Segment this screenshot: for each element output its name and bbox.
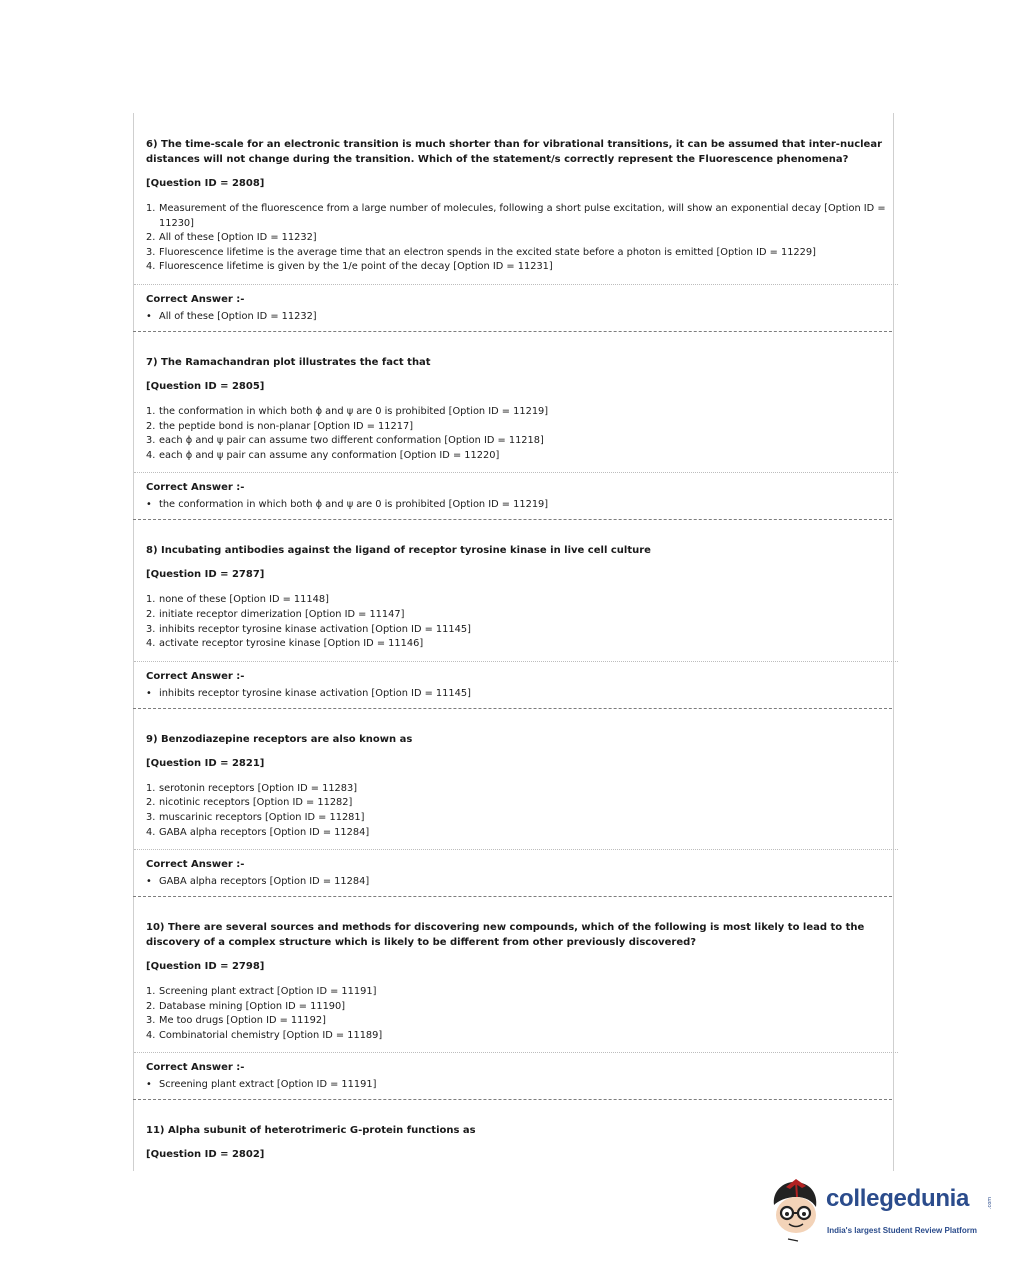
option-item xyxy=(146,260,886,275)
option-item xyxy=(146,420,886,435)
bullet-icon: • xyxy=(146,499,152,511)
question-block xyxy=(146,920,886,1123)
question-block xyxy=(146,137,886,355)
question-id: [Question ID = 2808] xyxy=(146,178,265,189)
option-text: Me too drugs [Option ID = 11192] xyxy=(159,1015,326,1027)
option-text: GABA alpha receptors [Option ID = 11284] xyxy=(159,826,370,838)
question-block xyxy=(146,732,886,920)
option-item xyxy=(146,826,886,841)
option-number: 4. xyxy=(146,826,156,838)
divider xyxy=(134,472,898,473)
option-text: serotonin receptors [Option ID = 11283] xyxy=(159,782,358,794)
correct-answer xyxy=(146,1078,886,1092)
brand-tagline: India's largest Student Review Platform xyxy=(827,1226,977,1235)
option-text: none of these [Option ID = 11148] xyxy=(159,594,329,606)
question-title: 8) Incubating antibodies against the ligand of receptor tyrosine kinase in live cell culture xyxy=(146,545,651,557)
option-number: 1. xyxy=(146,594,156,606)
option-item xyxy=(146,796,886,811)
question-title: 9) Benzodiazepine receptors are also known as xyxy=(146,733,413,745)
bullet-icon: • xyxy=(146,687,152,699)
question-id: [Question ID = 2802] xyxy=(146,1149,265,1161)
brand-domain: .com xyxy=(987,1196,994,1210)
correct-answer-label: Correct Answer :- xyxy=(146,670,245,682)
option-number: 1. xyxy=(146,203,156,214)
correct-answer-label: Correct Answer :- xyxy=(146,859,245,871)
divider xyxy=(134,284,898,285)
correct-answer-text: inhibits receptor tyrosine kinase activation [Option ID = 11145] xyxy=(159,687,471,699)
option-text: Measurement of the fluorescence from a large number of molecules, following a short pulse excitation, will show an exponential decay [Option ID = 11230] xyxy=(159,203,886,229)
bullet-icon: • xyxy=(146,876,152,888)
correct-answer-text: the conformation in which both ϕ and ψ are 0 is prohibited [Option ID = 11219] xyxy=(159,499,549,511)
option-number: 1. xyxy=(146,405,156,417)
option-text: Fluorescence lifetime is given by the 1/e point of the decay [Option ID = 11231] xyxy=(159,261,553,273)
option-list xyxy=(146,202,886,275)
correct-answer-text: All of these [Option ID = 11232] xyxy=(159,310,317,322)
option-number: 3. xyxy=(146,435,156,447)
option-text: nicotinic receptors [Option ID = 11282] xyxy=(159,797,353,809)
option-number: 3. xyxy=(146,1015,156,1027)
option-item xyxy=(146,202,886,231)
option-item xyxy=(146,1029,886,1044)
correct-answer xyxy=(146,310,886,324)
question-title: 11) Alpha subunit of heterotrimeric G-protein functions as xyxy=(146,1125,476,1137)
question-id: [Question ID = 2787] xyxy=(146,569,265,581)
option-number: 2. xyxy=(146,797,156,809)
option-number: 4. xyxy=(146,449,156,461)
option-list xyxy=(146,405,886,463)
option-number: 2. xyxy=(146,420,156,432)
option-number: 1. xyxy=(146,986,156,998)
option-text: Screening plant extract [Option ID = 11191] xyxy=(159,986,377,998)
option-list xyxy=(146,985,886,1043)
correct-answer-text: GABA alpha receptors [Option ID = 11284] xyxy=(159,876,370,888)
option-text: All of these [Option ID = 11232] xyxy=(159,232,317,244)
option-item xyxy=(146,782,886,797)
question-list xyxy=(146,137,886,1173)
divider xyxy=(134,1052,898,1053)
option-item xyxy=(146,449,886,464)
question-title: 6) The time-scale for an electronic transition is much shorter than for vibrational transitions, it can be assumed that inter-nuclear distances will not change during the transition. Which of the statement/s correctly represent the Fluorescence phenomena? xyxy=(146,139,883,165)
option-text: Database mining [Option ID = 11190] xyxy=(159,1000,346,1012)
option-item xyxy=(146,985,886,1000)
correct-answer xyxy=(146,498,886,512)
option-text: each ϕ and ψ pair can assume two different conformation [Option ID = 11218] xyxy=(159,435,544,447)
option-text: Combinatorial chemistry [Option ID = 11189] xyxy=(159,1029,383,1041)
question-id: [Question ID = 2798] xyxy=(146,961,265,973)
correct-answer xyxy=(146,875,886,889)
option-item xyxy=(146,231,886,246)
option-number: 3. xyxy=(146,623,156,635)
option-text: the peptide bond is non-planar [Option ID = 11217] xyxy=(159,420,414,432)
option-number: 2. xyxy=(146,1000,156,1012)
correct-answer-label: Correct Answer :- xyxy=(146,482,245,494)
question-block xyxy=(146,1123,886,1162)
question-title: 7) The Ramachandran plot illustrates the fact that xyxy=(146,356,431,368)
option-number: 4. xyxy=(146,1029,156,1041)
option-number: 4. xyxy=(146,261,156,273)
option-number: 2. xyxy=(146,232,156,244)
option-text: initiate receptor dimerization [Option ID = 11147] xyxy=(159,608,405,620)
option-list xyxy=(146,782,886,840)
option-text: activate receptor tyrosine kinase [Option ID = 11146] xyxy=(159,638,424,650)
option-number: 3. xyxy=(146,811,156,823)
correct-answer xyxy=(146,687,886,701)
option-item xyxy=(146,608,886,623)
option-item xyxy=(146,1014,886,1029)
question-id: [Question ID = 2805] xyxy=(146,380,265,392)
option-item xyxy=(146,1000,886,1015)
option-item xyxy=(146,623,886,638)
bullet-icon: • xyxy=(146,1079,152,1091)
correct-answer-label: Correct Answer :- xyxy=(146,1062,245,1074)
option-number: 3. xyxy=(146,246,156,258)
option-text: inhibits receptor tyrosine kinase activation [Option ID = 11145] xyxy=(159,623,471,635)
correct-answer-label: Correct Answer :- xyxy=(146,293,245,305)
mascot-icon xyxy=(766,1177,826,1247)
question-block xyxy=(146,355,886,543)
option-number: 1. xyxy=(146,782,156,794)
option-text: Fluorescence lifetime is the average time that an electron spends in the excited state before a photon is emitted [Option ID = 11229] xyxy=(159,246,816,258)
bullet-icon: • xyxy=(146,310,152,322)
question-id: [Question ID = 2821] xyxy=(146,757,265,769)
divider xyxy=(134,849,898,850)
option-text: each ϕ and ψ pair can assume any conformation [Option ID = 11220] xyxy=(159,449,500,461)
option-item xyxy=(146,637,886,652)
option-number: 4. xyxy=(146,638,156,650)
option-item xyxy=(146,434,886,449)
option-number: 2. xyxy=(146,608,156,620)
correct-answer-text: Screening plant extract [Option ID = 11191] xyxy=(159,1079,377,1091)
option-item xyxy=(146,593,886,608)
question-title: 10) There are several sources and methods for discovering new compounds, which of the following is most likely to lead to the discovery of a complex structure which is likely to be different from other previously discovered? xyxy=(146,922,865,949)
option-item xyxy=(146,246,886,261)
option-text: muscarinic receptors [Option ID = 11281] xyxy=(159,811,365,823)
option-text: the conformation in which both ϕ and ψ are 0 is prohibited [Option ID = 11219] xyxy=(159,405,549,417)
brand-name: collegedunia xyxy=(826,1185,970,1212)
option-list xyxy=(146,593,886,651)
option-item xyxy=(146,405,886,420)
collegedunia-logo xyxy=(766,1177,992,1249)
option-item xyxy=(146,811,886,826)
divider xyxy=(134,661,898,662)
question-block xyxy=(146,543,886,731)
